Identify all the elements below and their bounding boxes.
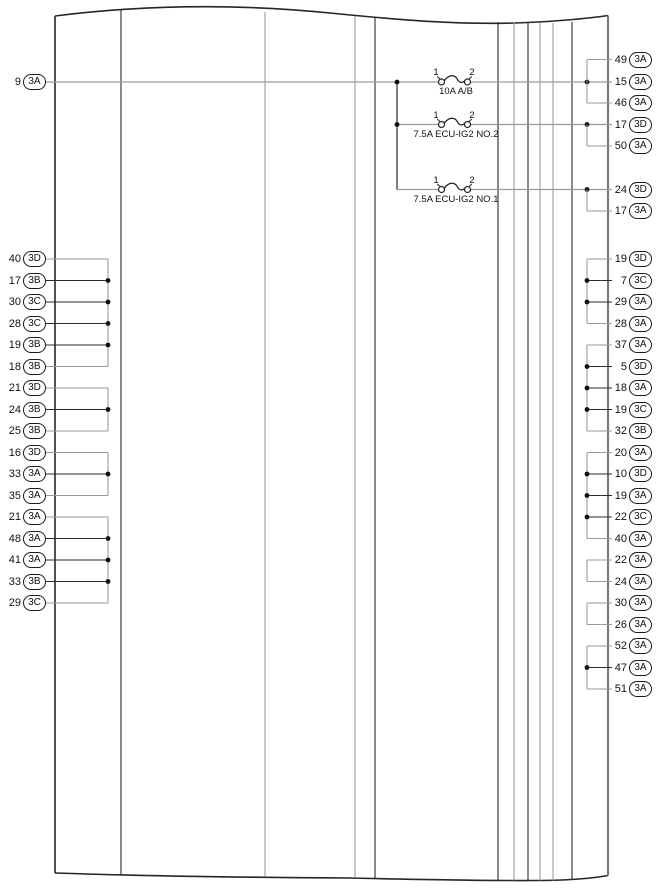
connector-code-badge: 3B [23,359,46,375]
pin-number: 32 [614,425,627,437]
pin-label [605,116,652,134]
junction-dot [106,579,111,584]
connector-code-badge: 3D [629,182,652,198]
connector-code-badge: 3A [629,74,652,90]
pin-label [0,250,46,268]
fuse-terminal-2-icon [465,187,471,193]
component-outline-bottom [55,873,608,881]
junction-dot [585,407,590,412]
pin-label [605,293,652,311]
component-outline-top [55,7,608,24]
junction-dot [585,364,590,369]
connector-code-badge: 3D [23,445,46,461]
connector-code-badge: 3A [629,531,652,547]
pin-number: 22 [614,554,627,566]
pin-label [0,551,46,569]
pin-number: 21 [8,382,21,394]
pin-number: 51 [614,683,627,695]
pin-number: 49 [614,53,627,66]
pin-label [605,530,652,548]
pin-label [605,573,652,591]
pin-number: 15 [614,76,627,88]
connector-code-badge: 3A [629,445,652,461]
pin-label [605,551,652,569]
connector-code-badge: 3D [629,251,652,267]
fuse-terminal-1-number: 1 [433,109,439,121]
pin-label [0,530,46,548]
pin-number: 33 [8,468,21,480]
pin-label [605,73,652,91]
fuse-terminal-2-number: 2 [469,174,475,186]
pin-number: 29 [8,597,21,609]
pin-number: 22 [614,511,627,523]
pin-label [605,659,652,677]
pin-label [605,250,652,268]
junction-dot [395,122,400,127]
junction-dot [585,665,590,670]
fuse-terminal-1-icon [439,187,445,193]
connector-code-badge: 3C [629,273,652,289]
pin-number: 40 [8,253,21,265]
junction-dot [106,300,111,305]
junction-dot [585,386,590,391]
fuse-terminal-2-icon [465,79,471,85]
pin-label [605,508,652,526]
pin-number: 28 [8,317,21,330]
connector-code-badge: 3A [629,138,652,154]
connector-code-badge: 3C [23,595,46,611]
connector-code-badge: 3B [23,337,46,353]
pin-label [605,272,652,290]
pin-label [0,379,46,397]
junction-dot [585,300,590,305]
connector-code-badge: 3C [23,294,46,310]
pin-number: 17 [8,274,21,287]
fuse-terminal-2-icon [465,122,471,128]
pin-label [605,616,652,634]
connector-code-badge: 3A [629,552,652,568]
pin-label [605,137,652,155]
pin-number: 25 [8,425,21,437]
connector-code-badge: 3A [23,74,46,90]
pin-number: 19 [614,403,627,416]
fuse-terminal-1-number: 1 [433,67,439,78]
pin-label [0,487,46,505]
connector-code-badge: 3A [23,488,46,504]
junction-dot [106,343,111,348]
pin-number: 9 [14,76,21,88]
pin-number: 19 [614,253,627,265]
junction-dot [585,515,590,520]
connector-code-badge: 3A [23,531,46,547]
pin-number: 10 [614,468,627,480]
connector-code-badge: 3A [629,574,652,590]
pin-number: 41 [8,554,21,566]
pin-number: 24 [614,183,627,196]
pin-label [605,336,652,354]
pin-label [605,181,652,199]
pin-number: 17 [614,118,627,131]
pin-number: 46 [614,97,627,109]
pin-label [605,680,652,698]
pin-number: 26 [614,618,627,631]
junction-dot [585,278,590,283]
connector-code-badge: 3D [629,466,652,482]
pin-label [0,465,46,483]
connector-code-badge: 3A [629,617,652,633]
connector-code-badge: 3C [629,402,652,418]
pin-number: 37 [614,339,627,351]
connector-code-badge: 3A [629,52,652,68]
pin-number: 50 [614,140,627,152]
fuse-name-label: 7.5A ECU-IG2 NO.1 [413,193,499,205]
pin-number: 35 [8,489,21,502]
pin-label [0,508,46,526]
fuse-terminal-1-icon [439,122,445,128]
fuse-name-label: 7.5A ECU-IG2 NO.2 [413,128,499,140]
pin-number: 18 [614,382,627,394]
connector-code-badge: 3A [629,488,652,504]
connector-code-badge: 3A [629,595,652,611]
connector-code-badge: 3A [629,337,652,353]
pin-number: 28 [614,317,627,330]
connector-code-badge: 3D [629,117,652,133]
pin-number: 48 [8,532,21,545]
junction-dot [106,321,111,326]
connector-code-badge: 3C [23,316,46,332]
connector-code-badge: 3D [23,380,46,396]
pin-label [605,637,652,655]
connector-code-badge: 3B [23,423,46,439]
pin-label [605,315,652,333]
pin-label [0,293,46,311]
connector-code-badge: 3A [629,638,652,654]
pin-number: 19 [614,489,627,502]
connector-code-badge: 3B [23,273,46,289]
junction-dot [106,472,111,477]
pin-label [0,401,46,419]
fuse-terminal-2-number: 2 [469,109,475,121]
pin-label [605,94,652,112]
connector-code-badge: 3B [23,402,46,418]
connector-code-badge: 3D [629,359,652,375]
junction-dot [395,80,400,85]
pin-label [605,444,652,462]
pin-number: 47 [614,661,627,674]
pin-label [0,315,46,333]
connector-code-badge: 3A [629,681,652,697]
pin-number: 29 [614,296,627,308]
pin-label [605,594,652,612]
pin-label [605,379,652,397]
connector-code-badge: 3A [629,316,652,332]
pin-number: 7 [620,274,627,287]
connector-code-badge: 3D [23,251,46,267]
pin-number: 16 [8,446,21,459]
pin-label [0,73,46,91]
connector-code-badge: 3B [23,574,46,590]
fuse-terminal-1-number: 1 [433,174,439,186]
junction-dot [106,558,111,563]
pin-number: 21 [8,511,21,523]
connector-code-badge: 3A [23,509,46,525]
pin-label [0,336,46,354]
pin-number: 40 [614,532,627,545]
fuse-name-label: 10A A/B [439,86,473,97]
pin-label [0,422,46,440]
fuse-element-icon [444,118,466,125]
connector-code-badge: 3A [629,203,652,219]
fuse-element-icon [444,76,466,83]
junction-dot [585,472,590,477]
pin-label [0,573,46,591]
pin-label [605,422,652,440]
pin-label [605,487,652,505]
junction-dot [106,278,111,283]
connector-code-badge: 3A [629,294,652,310]
pin-label [605,51,652,69]
fuse-terminal-1-icon [439,79,445,85]
pin-number: 30 [8,296,21,308]
connector-code-badge: 3A [629,95,652,111]
pin-label [605,465,652,483]
pin-label [0,594,46,612]
pin-number: 19 [8,339,21,351]
pin-label [605,202,652,220]
pin-label [0,444,46,462]
pin-number: 24 [8,403,21,416]
pin-number: 30 [614,597,627,609]
connector-code-badge: 3A [629,380,652,396]
pin-label [0,272,46,290]
pin-number: 18 [8,360,21,373]
junction-dot [585,493,590,498]
connector-code-badge: 3C [629,509,652,525]
connector-code-badge: 3B [629,423,652,439]
pin-label [605,401,652,419]
pin-number: 20 [614,446,627,459]
junction-dot [106,407,111,412]
pin-number: 33 [8,575,21,588]
fuse-terminal-2-number: 2 [469,67,475,78]
pin-number: 5 [620,360,627,373]
connector-code-badge: 3A [629,660,652,676]
fuse-element-icon [444,183,466,190]
pin-number: 17 [614,205,627,217]
pin-number: 52 [614,640,627,652]
pin-label [605,358,652,376]
pin-label [0,358,46,376]
connector-code-badge: 3A [23,466,46,482]
junction-dot [106,536,111,541]
pin-number: 24 [614,575,627,588]
connector-code-badge: 3A [23,552,46,568]
